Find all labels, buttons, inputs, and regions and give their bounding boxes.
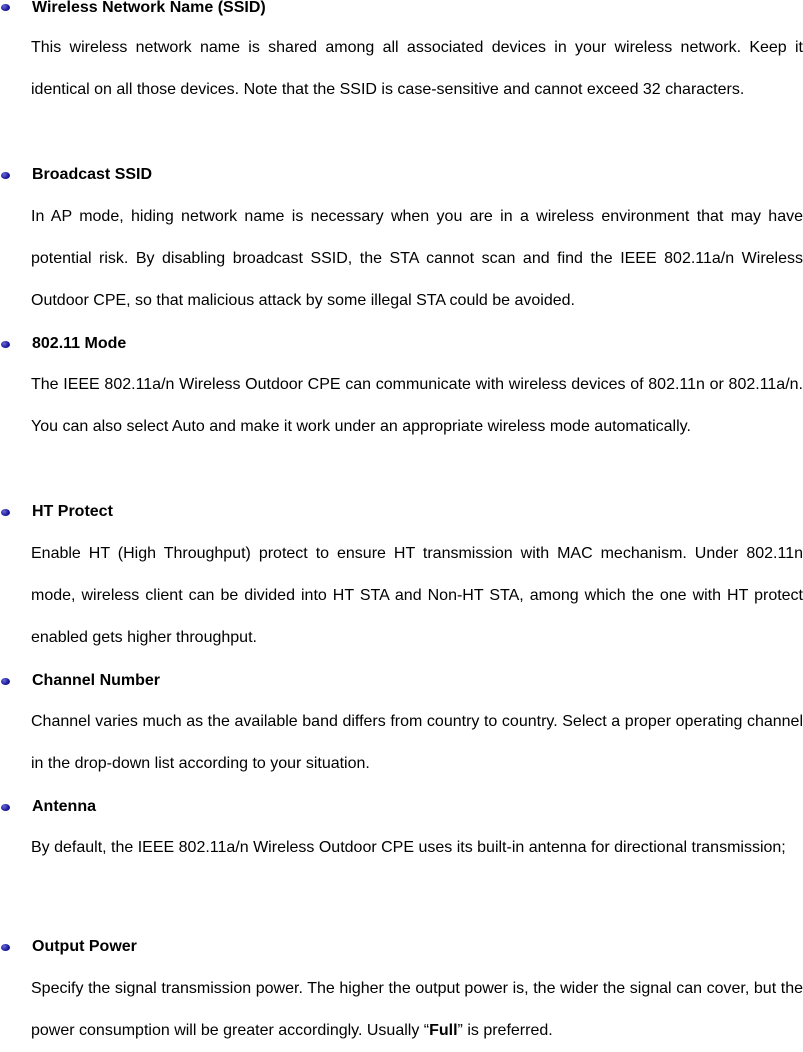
bullet-icon [1,341,10,348]
bullet-icon [1,172,10,179]
section-body-ht-protect: Enable HT (High Throughput) protect to ensure HT transmission with MAC mechanism. Under 802.11n mode, wireless client can be divided into HT STA and Non-HT STA, among which the one with HT protect enabled gets higher throughput. [31,545,803,646]
section-title-output-power: Output Power [32,938,137,955]
section-title-80211-mode: 802.11 Mode [32,335,127,352]
section-body-output-power [31,968,803,1052]
output-power-text: Specify the signal transmission power. The higher the output power is, the wider the signal can cover, but the power consumption will be greater accordingly. Usually “ [31,980,803,1039]
section-body-ssid: This wireless network name is shared among all associated devices in your wireless network. Keep it identical on all those devices. Note that the SSID is case-sensitive and cannot exceed 32 characters. [31,39,803,98]
section-title-ssid: Wireless Network Name (SSID) [32,0,266,16]
section-title-channel-number: Channel Number [32,672,161,689]
output-power-full-value: Full [429,1022,458,1039]
section-title-broadcast-ssid: Broadcast SSID [32,166,153,183]
section-body-80211-mode: The IEEE 802.11a/n Wireless Outdoor CPE can communicate with wireless devices of 802.11n or 802.11a/n. You can also select Auto and make it work under an appropriate wireless mode automatically. [31,376,803,435]
section-body-antenna: By default, the IEEE 802.11a/n Wireless Outdoor CPE uses its built-in antenna for directional transmission; [31,839,786,856]
bullet-icon [1,509,10,516]
section-title-antenna: Antenna [32,798,96,815]
bullet-icon [1,4,10,11]
section-title-ht-protect: HT Protect [32,503,113,520]
bullet-icon [1,804,10,811]
section-body-channel-number: Channel varies much as the available band differs from country to country. Select a proper operating channel in the drop-down list according to your situation. [31,713,803,772]
bullet-icon [1,944,10,951]
output-power-text-end: ” is preferred. [457,1022,553,1039]
section-body-broadcast-ssid: In AP mode, hiding network name is necessary when you are in a wireless environment that may have potential risk. By disabling broadcast SSID, the STA cannot scan and find the IEEE 802.11a/n Wireless Outdoor CPE, so that malicious attack by some illegal STA could be avoided. [31,208,803,309]
bullet-icon [1,678,10,685]
